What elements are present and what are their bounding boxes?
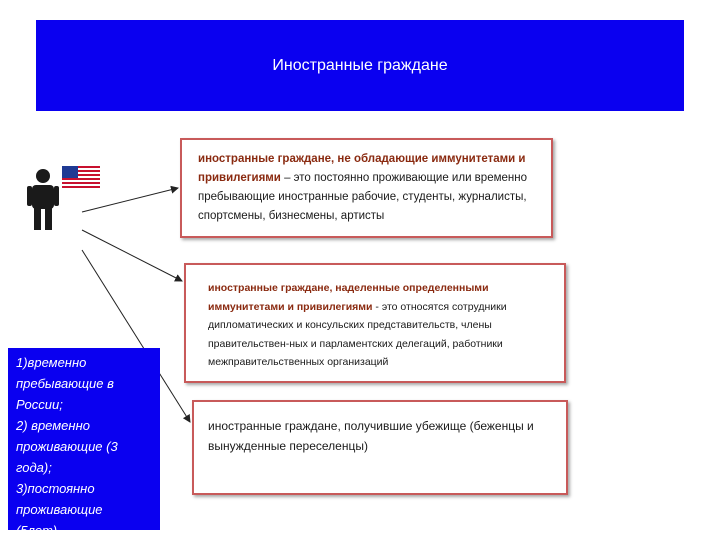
- refugees-box: [192, 400, 568, 495]
- no-immunity-box: [180, 138, 553, 238]
- with-immunity-box: [184, 263, 566, 383]
- with-immunity-text: - это относятся сотрудники дипломатических и консульских представительств, члены правительствен-ных и парламентских делегаций, работники межправительственных организаций: [208, 300, 507, 368]
- usa-flag-icon: [62, 166, 100, 195]
- residence-line: проживающие: [16, 502, 103, 517]
- no-immunity-text: – это постоянно проживающие или временно пребывающие иностранные рабочие, студенты, журналисты, спортсмены, бизнесмены, артисты: [198, 172, 527, 222]
- residence-line: года);: [16, 460, 52, 475]
- residence-line: (5лет): [16, 523, 58, 538]
- refugees-text: иностранные граждане, получившие убежище (беженцы и вынужденные переселенцы): [208, 419, 534, 453]
- with-immunity-highlight: иностранные граждане, наделенные определенными иммунитетами и привилегиями: [208, 282, 489, 313]
- residence-types-box: [8, 348, 160, 538]
- residence-line: России;: [16, 397, 63, 412]
- page-title: Иностранные граждане: [272, 56, 448, 74]
- residence-line: 2) временно: [16, 418, 90, 433]
- residence-line: 1)временно: [16, 355, 87, 370]
- no-immunity-highlight: иностранные граждане, не обладающие иммунитетами и привилегиями: [198, 153, 526, 184]
- person-icon: [26, 168, 60, 235]
- residence-line: 3)постоянно: [16, 481, 95, 496]
- residence-line: проживающие (3: [16, 439, 118, 454]
- residence-line: пребывающие в: [16, 376, 114, 391]
